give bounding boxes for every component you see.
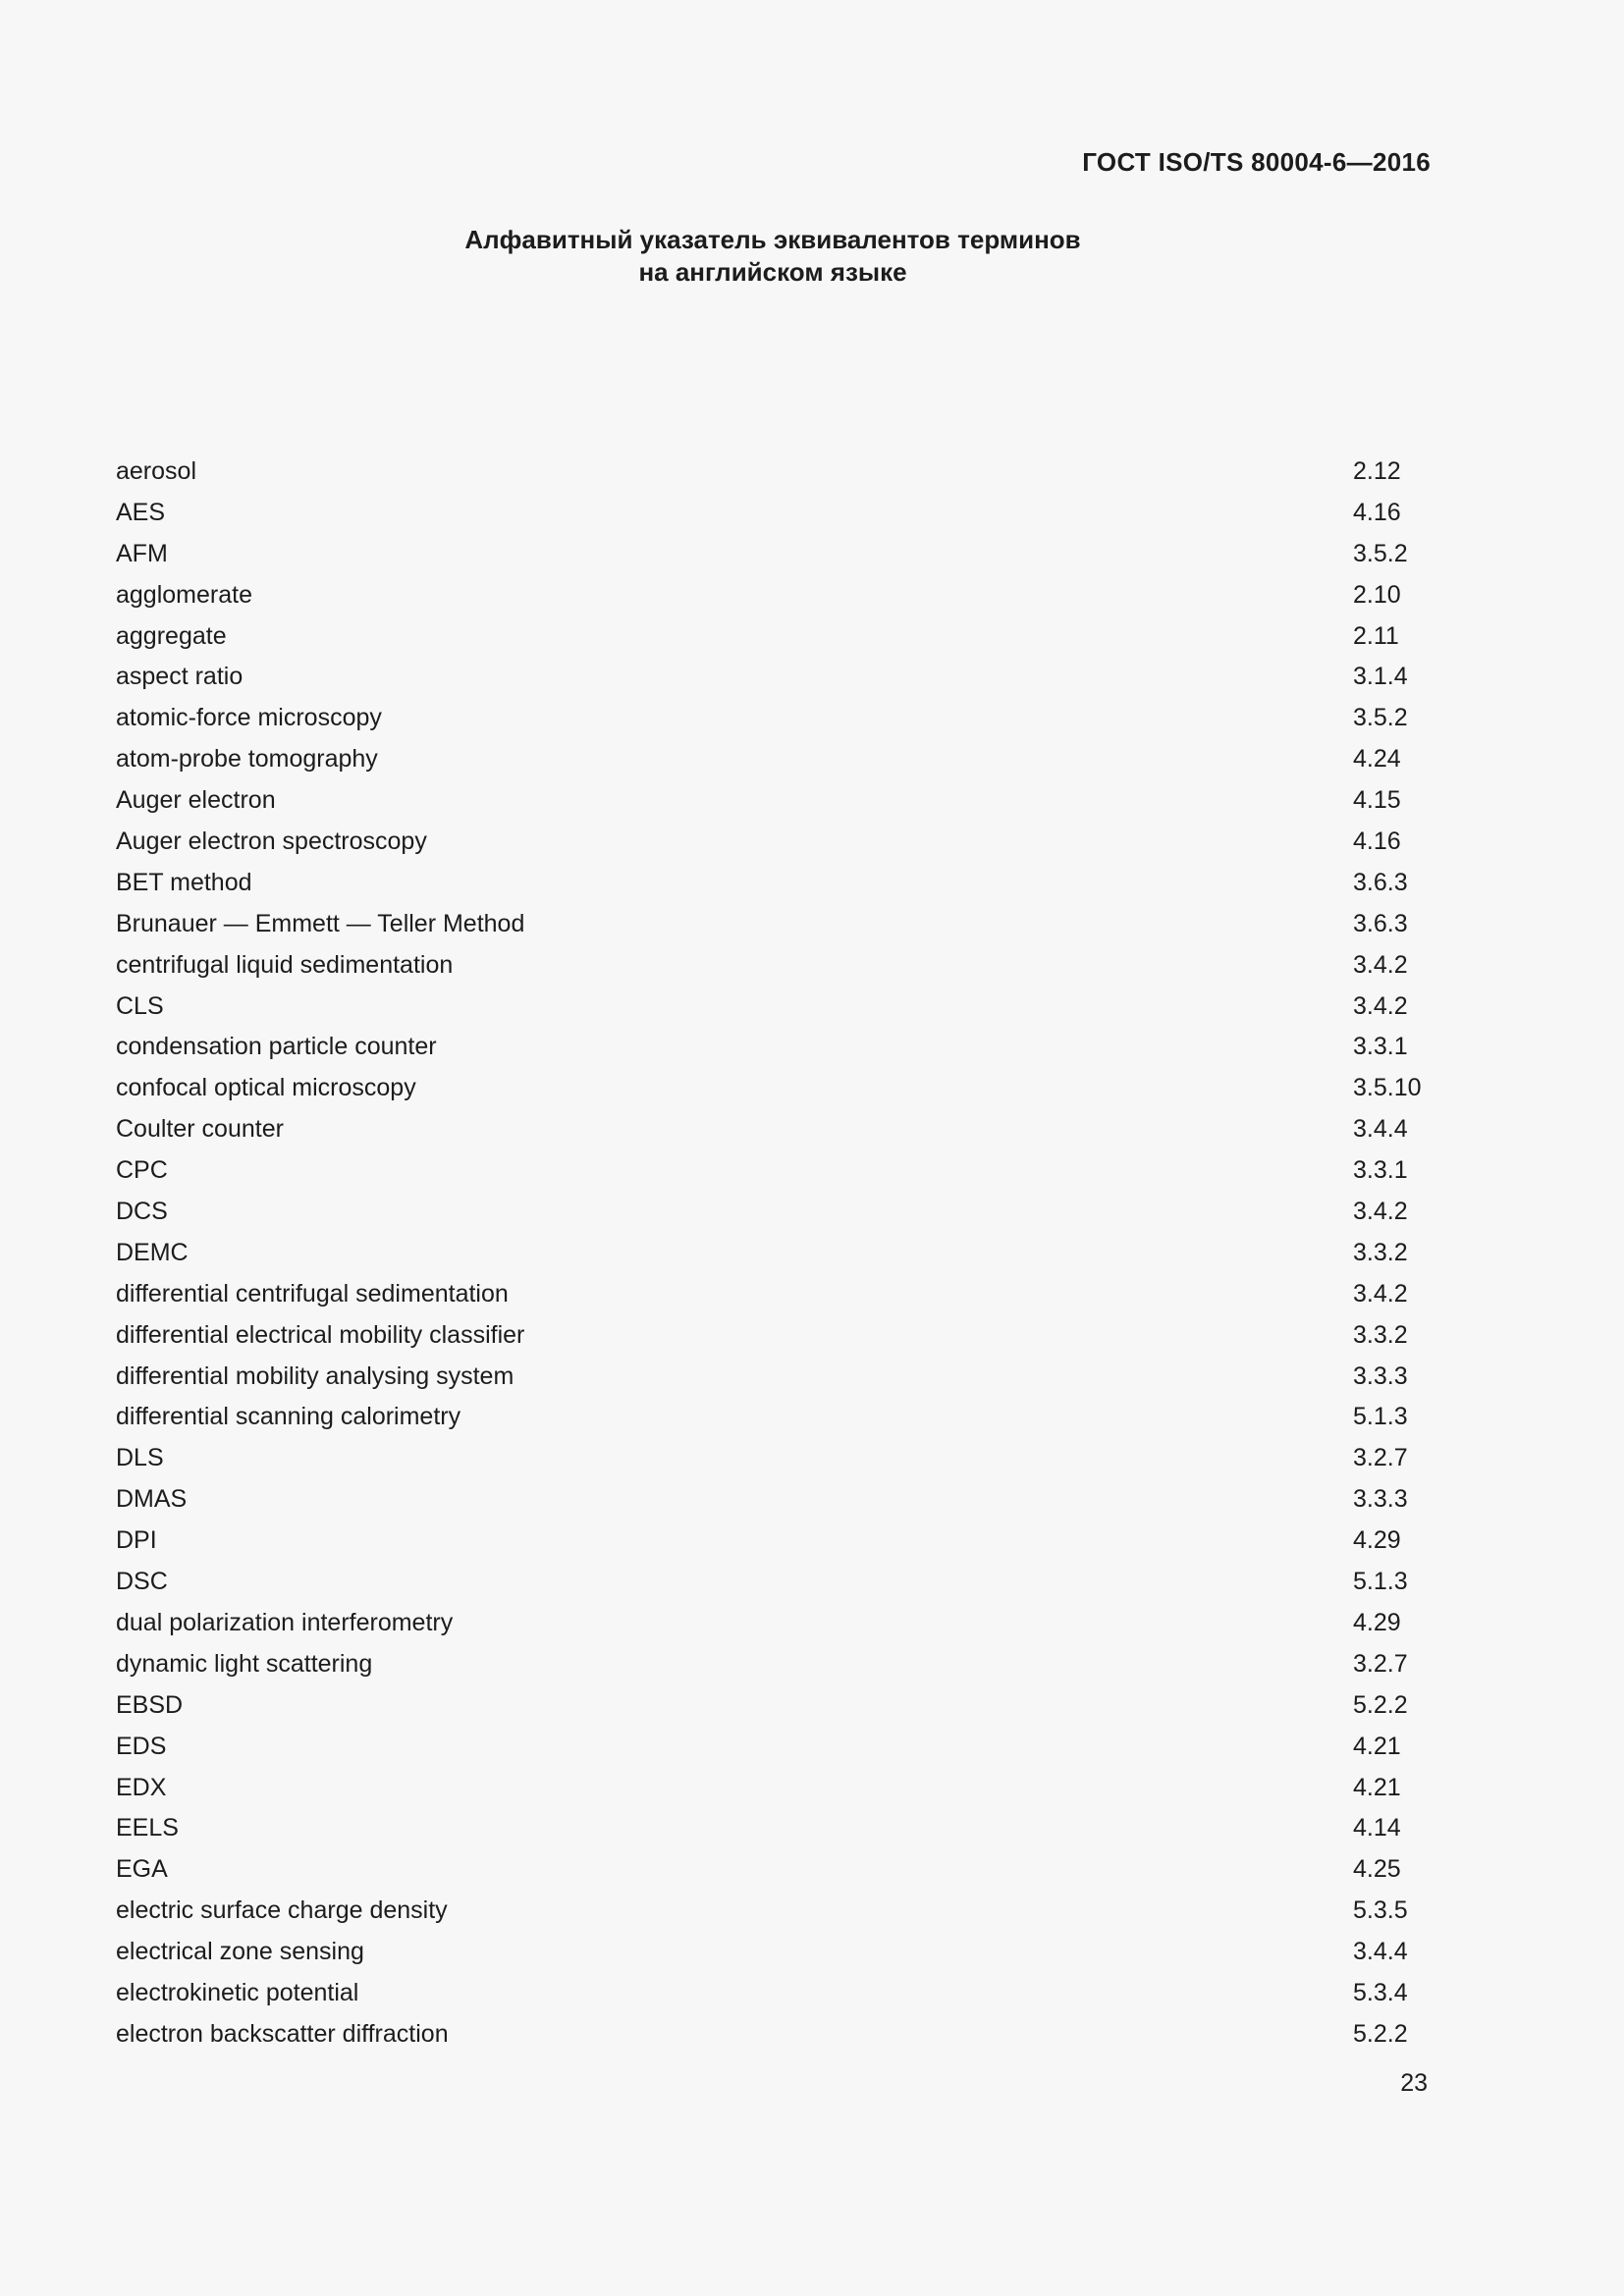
index-entry (116, 657, 1432, 698)
index-term: confocal optical microscopy (116, 1074, 416, 1102)
index-entry (116, 1397, 1432, 1438)
index-term: atomic-force microscopy (116, 704, 382, 732)
index-term: Auger electron spectroscopy (116, 828, 427, 856)
index-title-line-2: на английском языке (638, 257, 907, 287)
index-entry (116, 1438, 1432, 1479)
index-term: DPI (116, 1526, 157, 1555)
index-entry (116, 2014, 1432, 2056)
index-entry (116, 534, 1432, 575)
index-reference: 4.15 (1353, 786, 1401, 815)
index-reference: 3.4.4 (1353, 1115, 1408, 1144)
index-term: EDX (116, 1773, 167, 1801)
index-entry (116, 1192, 1432, 1233)
index-term: Coulter counter (116, 1115, 284, 1144)
index-term: CLS (116, 991, 164, 1020)
index-term: EELS (116, 1814, 179, 1842)
index-entry (116, 822, 1432, 863)
index-entry (116, 1932, 1432, 1973)
index-entry (116, 863, 1432, 904)
index-reference: 5.3.4 (1353, 1978, 1408, 2006)
index-term: aggregate (116, 621, 227, 650)
index-entry (116, 1357, 1432, 1398)
index-term: BET method (116, 868, 252, 896)
page-number: 23 (1400, 2069, 1428, 2097)
index-term: aspect ratio (116, 663, 244, 691)
index-reference: 3.3.2 (1353, 1238, 1408, 1266)
index-reference: 5.2.2 (1353, 1690, 1408, 1719)
index-entry (116, 452, 1432, 493)
index-term: electrical zone sensing (116, 1938, 364, 1966)
index-entry (116, 1808, 1432, 1849)
index-reference: 5.1.3 (1353, 1403, 1408, 1431)
index-reference: 3.6.3 (1353, 909, 1408, 937)
index-term: Brunauer — Emmett — Teller Method (116, 909, 525, 937)
index-term: electrokinetic potential (116, 1978, 359, 2006)
index-reference: 2.10 (1353, 580, 1401, 609)
index-reference: 4.29 (1353, 1526, 1401, 1555)
index-term: aerosol (116, 457, 196, 485)
index-reference: 4.29 (1353, 1608, 1401, 1636)
index-term: dynamic light scattering (116, 1649, 373, 1678)
index-term: centrifugal liquid sedimentation (116, 950, 454, 979)
index-term: atom-probe tomography (116, 745, 378, 774)
index-reference: 3.3.1 (1353, 1033, 1408, 1061)
index-entry (116, 1109, 1432, 1150)
index-entry (116, 1562, 1432, 1603)
index-entry (116, 1973, 1432, 2014)
index-title-line-1: Алфавитный указатель эквивалентов терминов (464, 225, 1081, 254)
index-reference: 3.4.2 (1353, 1198, 1408, 1226)
index-entry (116, 904, 1432, 945)
index-term: AFM (116, 539, 168, 567)
index-reference: 4.14 (1353, 1814, 1401, 1842)
index-entry (116, 1891, 1432, 1932)
index-term: DCS (116, 1198, 168, 1226)
index-reference: 5.2.2 (1353, 2019, 1408, 2048)
index-reference: 5.1.3 (1353, 1568, 1408, 1596)
index-term: differential scanning calorimetry (116, 1403, 461, 1431)
index-entry (116, 698, 1432, 739)
index-term: differential mobility analysing system (116, 1362, 514, 1390)
index-reference: 4.21 (1353, 1732, 1401, 1760)
index-reference: 3.5.2 (1353, 704, 1408, 732)
index-reference: 3.4.2 (1353, 1279, 1408, 1308)
index-title (0, 224, 1545, 289)
index-entry (116, 493, 1432, 534)
index-entry (116, 616, 1432, 658)
index-term: electron backscatter diffraction (116, 2019, 449, 2048)
index-term: EBSD (116, 1690, 184, 1719)
index-reference: 3.1.4 (1353, 663, 1408, 691)
index-entry (116, 1027, 1432, 1068)
index-term: DSC (116, 1568, 168, 1596)
index-entry (116, 1768, 1432, 1809)
index-entry (116, 780, 1432, 822)
index-reference: 2.12 (1353, 457, 1401, 485)
index-reference: 3.4.2 (1353, 950, 1408, 979)
index-term: AES (116, 498, 166, 526)
index-entry (116, 1068, 1432, 1109)
index-reference: 3.2.7 (1353, 1444, 1408, 1472)
index-term: DLS (116, 1444, 164, 1472)
index-term: EGA (116, 1855, 168, 1884)
index-reference: 4.24 (1353, 745, 1401, 774)
index-term: electric surface charge density (116, 1896, 448, 1925)
index-reference: 4.16 (1353, 498, 1401, 526)
index-entry (116, 575, 1432, 616)
index-reference: 4.25 (1353, 1855, 1401, 1884)
index-term: Auger electron (116, 786, 276, 815)
index-entry (116, 1849, 1432, 1891)
index-entry (116, 945, 1432, 987)
index-term: agglomerate (116, 580, 252, 609)
index-entry (116, 1727, 1432, 1768)
index-entry (116, 739, 1432, 780)
index-entry (116, 1644, 1432, 1685)
index-reference: 5.3.5 (1353, 1896, 1408, 1925)
index-term: differential centrifugal sedimentation (116, 1279, 509, 1308)
index-reference: 3.3.2 (1353, 1320, 1408, 1349)
index-term: differential electrical mobility classifier (116, 1320, 525, 1349)
index-reference: 3.5.2 (1353, 539, 1408, 567)
index-term: CPC (116, 1156, 168, 1185)
index-entry (116, 1521, 1432, 1562)
index-reference: 3.2.7 (1353, 1649, 1408, 1678)
index-reference: 3.3.1 (1353, 1156, 1408, 1185)
index-reference: 3.4.2 (1353, 991, 1408, 1020)
index-reference: 3.3.3 (1353, 1362, 1408, 1390)
index-reference: 2.11 (1353, 621, 1399, 650)
index-reference: 4.21 (1353, 1773, 1401, 1801)
index-term: DMAS (116, 1485, 188, 1514)
index-reference: 3.4.4 (1353, 1938, 1408, 1966)
index-term: EDS (116, 1732, 167, 1760)
index-entry (116, 1233, 1432, 1274)
document-code: ГОСТ ISO/TS 80004-6—2016 (1082, 147, 1431, 177)
index-entry (116, 1150, 1432, 1192)
index-reference: 3.5.10 (1353, 1074, 1422, 1102)
index-entry (116, 1274, 1432, 1315)
index-entry (116, 1479, 1432, 1521)
index-term: DEMC (116, 1238, 189, 1266)
index-entry (116, 1315, 1432, 1357)
term-index-list (116, 452, 1432, 2056)
index-entry (116, 1685, 1432, 1727)
index-reference: 3.3.3 (1353, 1485, 1408, 1514)
index-reference: 4.16 (1353, 828, 1401, 856)
index-term: condensation particle counter (116, 1033, 437, 1061)
index-term: dual polarization interferometry (116, 1608, 454, 1636)
index-reference: 3.6.3 (1353, 868, 1408, 896)
index-entry (116, 987, 1432, 1028)
index-entry (116, 1603, 1432, 1644)
